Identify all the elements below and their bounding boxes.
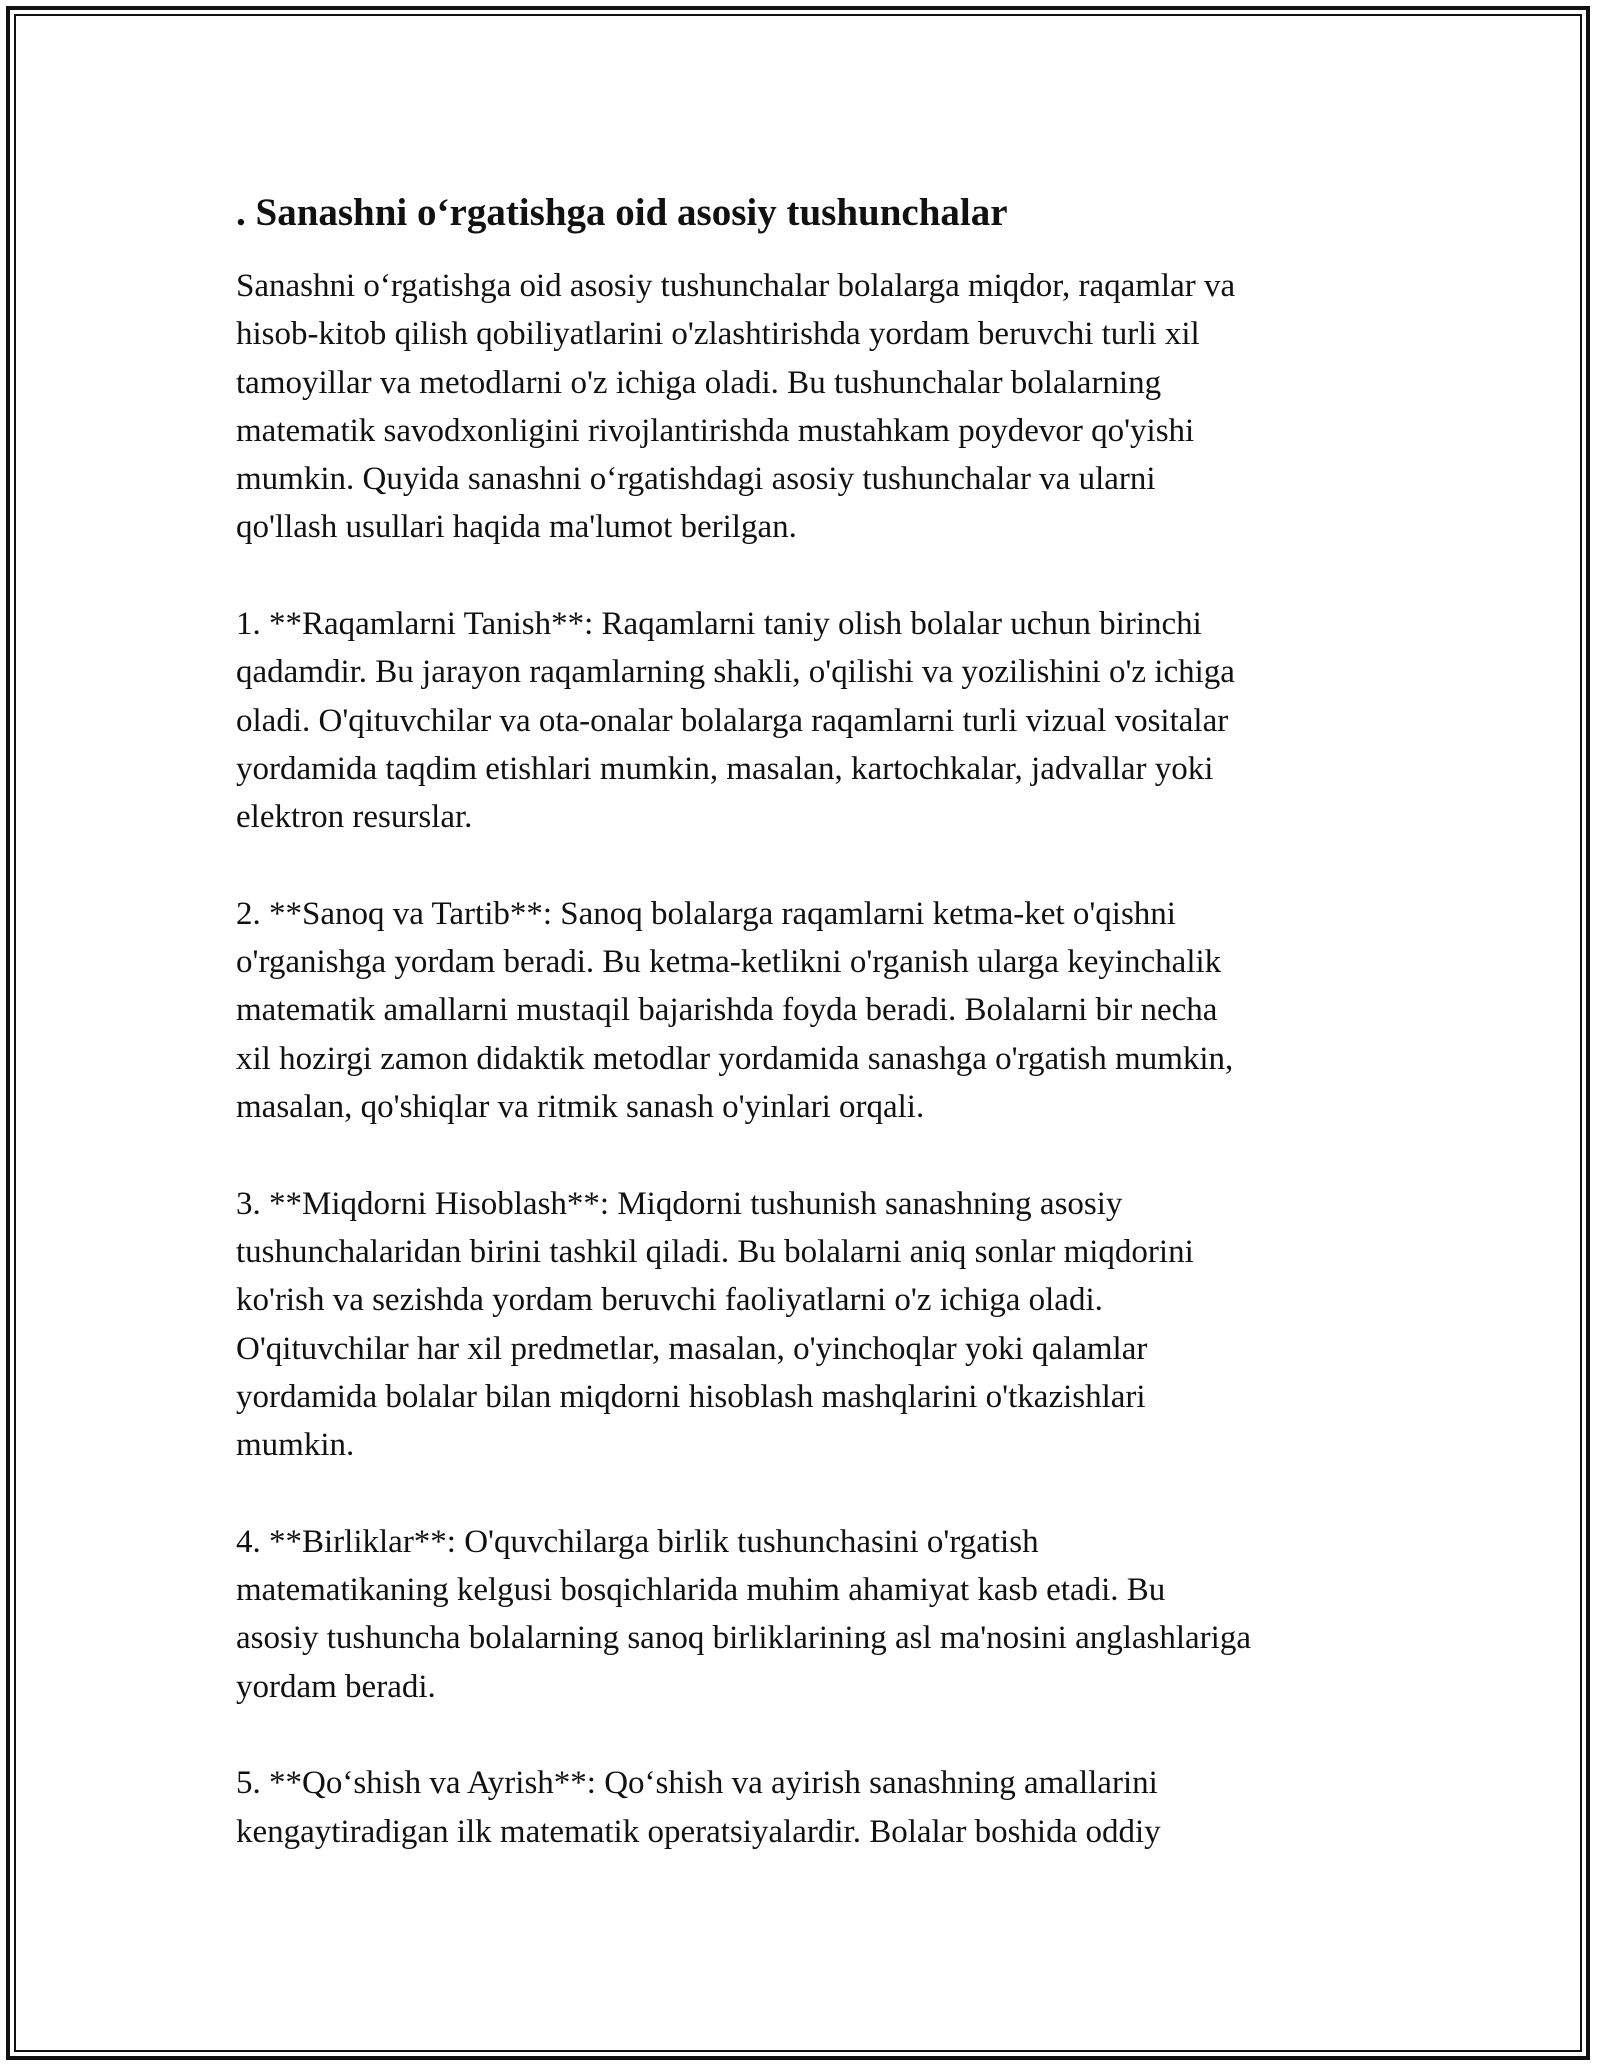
intro-paragraph: Sanashni o‘rgatishga oid asosiy tushunchalar bolalarga miqdor, raqamlar va hisob-kitob qilish qobiliyatlarini o'zlashtirishda yordam beruvchi turli xil tamoyillar va metodlarni o'z ichiga oladi. Bu tushunchalar bolalarning matematik savodxonligini rivojlantirishda mustahkam poydevor qo'yishi mumkin. Quyida sanashni o‘rgatishdagi asosiy tushunchalar va ularni qo'llash usullari haqida ma'lumot berilgan. (236, 268, 1236, 546)
document-body (236, 185, 1366, 1904)
list-item-miqdorni-hisoblash: 3. **Miqdorni Hisoblash**: Miqdorni tushunish sanashning asosiy tushunchalaridan birini tashkil qiladi. Bu bolalarni aniq sonlar miqdorini ko'rish va sezishda yordam beruvchi faoliyatlarni o'z ichiga oladi. O'qituvchilar har xil predmetlar, masalan, o'yinchoqlar yoki qalamlar yordamida bolalar bilan miqdorni hisoblash mashqlarini o'tkazishlari mumkin. (236, 1185, 1194, 1464)
list-item-qoshish-va-ayrish: 5. **Qo‘shish va Ayrish**: Qo‘shish va ayirish sanashning amallarini kengaytiradigan ilk matematik operatsiyalardir. Bolalar boshida oddiy (236, 1765, 1161, 1850)
list-item-birliklar: 4. **Birliklar**: O'quvchilarga birlik tushunchasini o'rgatish matematikaning kelgusi bosqichlarida muhim ahamiyat kasb etadi. Bu asosiy tushuncha bolalarning sanoq birliklarining asl ma'nosini anglashlariga yordam beradi. (236, 1523, 1251, 1705)
document-title: . Sanashni o‘rgatishga oid asosiy tushunchalar (236, 191, 1008, 234)
list-item-raqamlarni-tanish: 1. **Raqamlarni Tanish**: Raqamlarni taniy olish bolalar uchun birinchi qadamdir. Bu jarayon raqamlarning shakli, o'qilishi va yozilishini o'z ichiga oladi. O'qituvchilar va ota-onalar bolalarga raqamlarni turli vizual vositalar yordamida taqdim etishlari mumkin, masalan, kartochkalar, jadvallar yoki elektron resurslar. (236, 606, 1235, 836)
list-item-sanoq-va-tartib: 2. **Sanoq va Tartib**: Sanoq bolalarga raqamlarni ketma-ket o'qishni o'rganishga yordam beradi. Bu ketma-ketlikni o'rganish ularga keyinchalik matematik amallarni mustaqil bajarishda foyda beradi. Bolalarni bir necha xil hozirgi zamon didaktik metodlar yordamida sanashga o'rgatish mumkin, masalan, qo'shiqlar va ritmik sanash o'yinlari orqali. (236, 895, 1234, 1126)
